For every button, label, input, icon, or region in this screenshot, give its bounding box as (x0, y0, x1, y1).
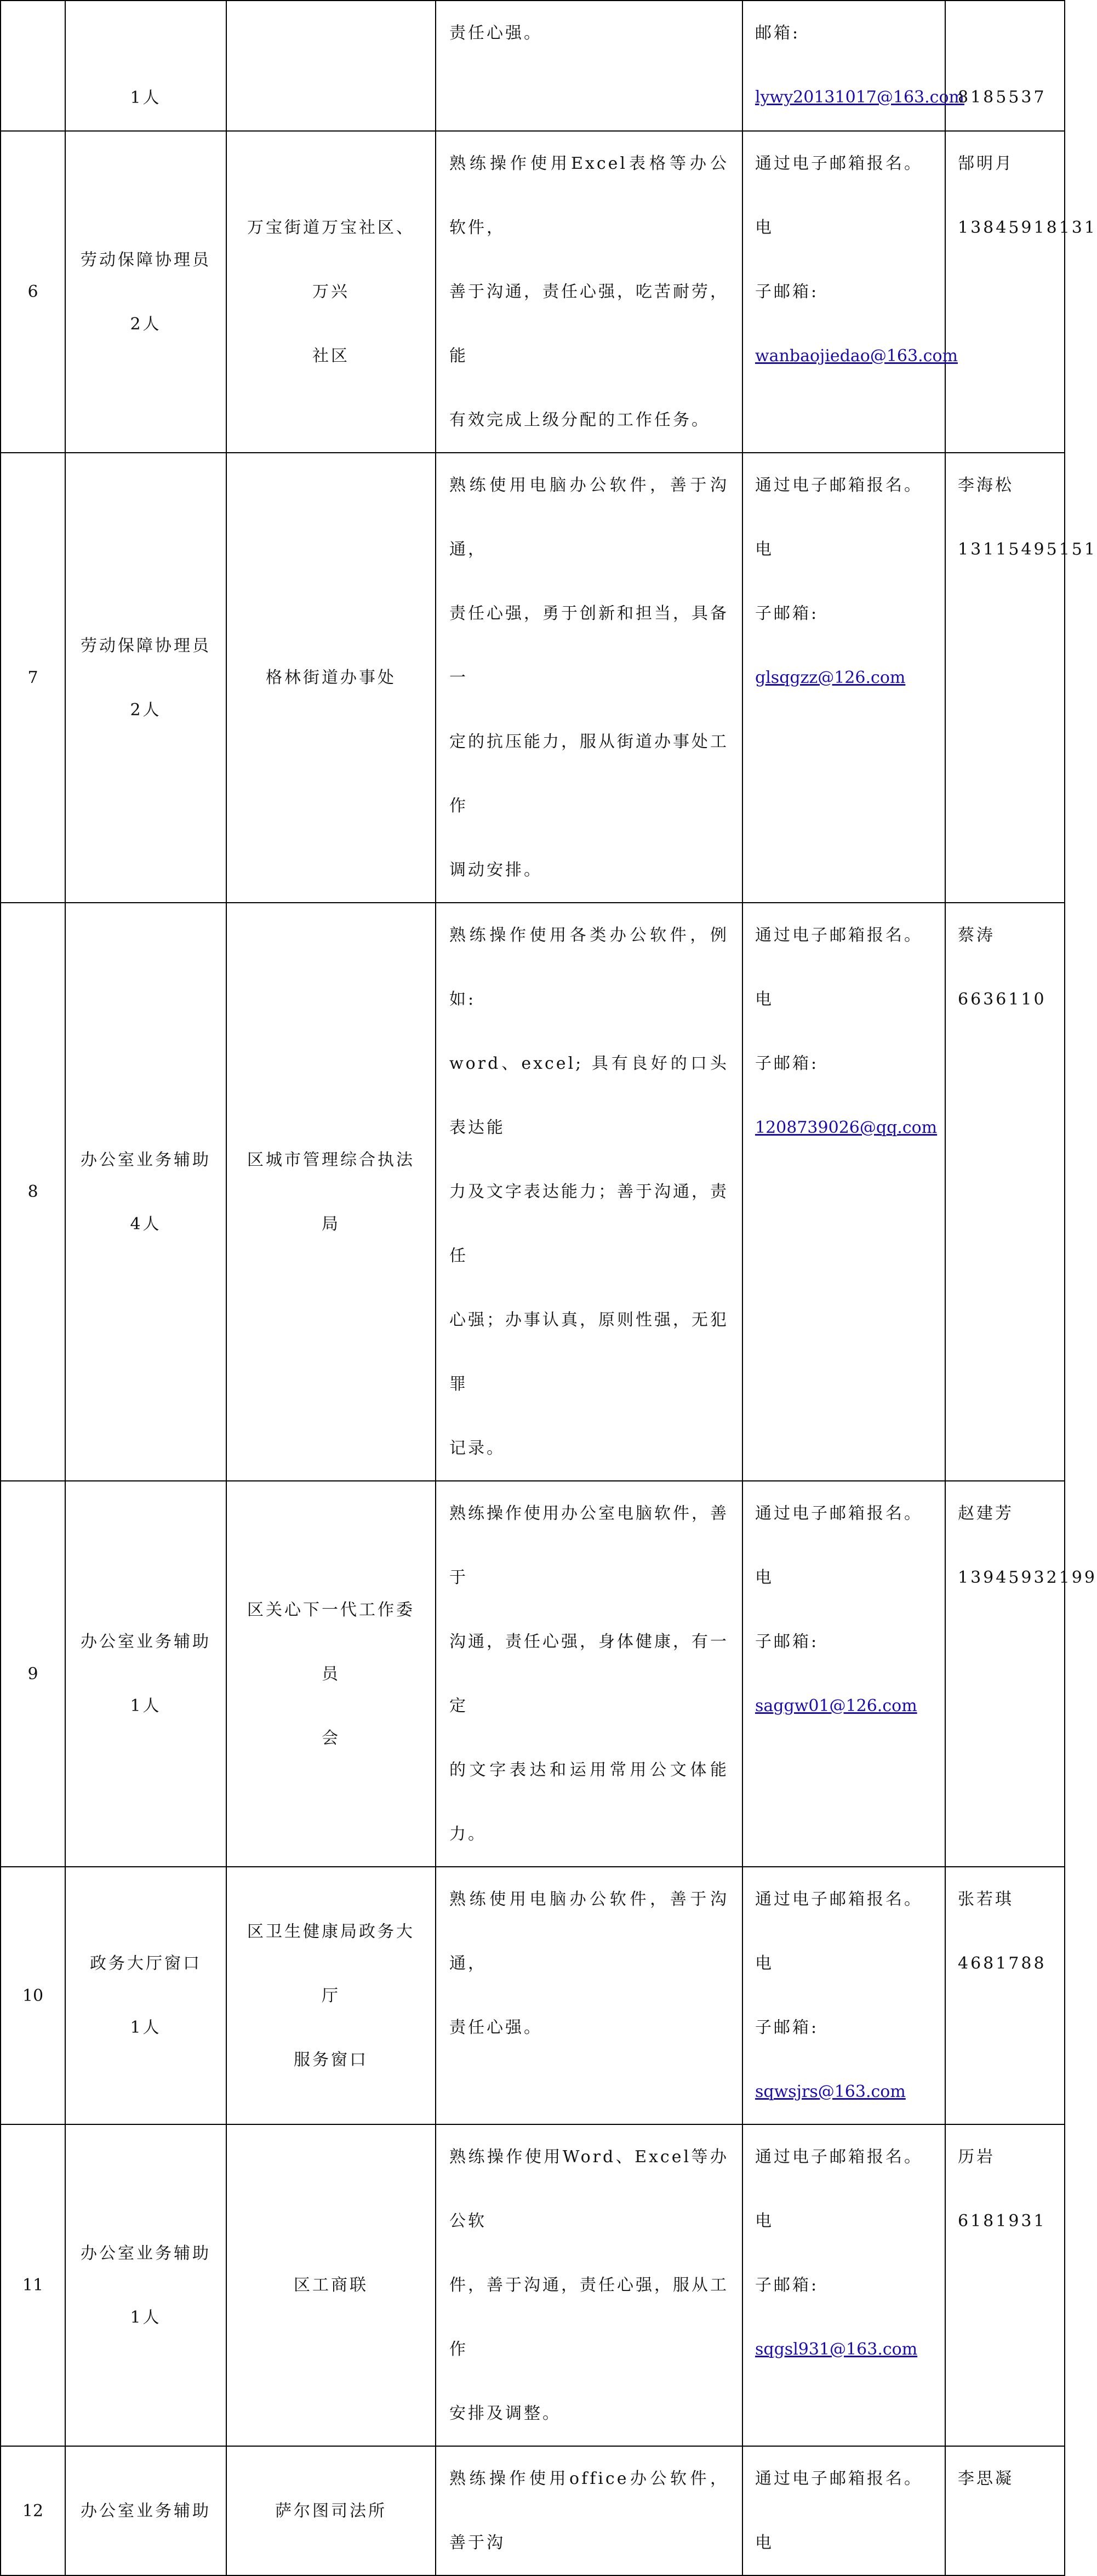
cell-line: 力及文字表达能力；善于沟通，责任 (449, 1182, 729, 1266)
row-number-cell (1, 453, 65, 903)
cell-line: 6636110 (958, 990, 1047, 1009)
email-link[interactable]: lywy20131017@163.com (755, 88, 964, 107)
email-link[interactable]: wanbaojiedao@163.com (755, 346, 958, 366)
contact-cell (945, 1481, 1097, 1867)
table-row (1, 2446, 1065, 2575)
table-row (1, 1481, 1065, 1867)
row-number-cell (1, 903, 65, 1481)
row-number-cell (1, 2446, 65, 2575)
cell-line: 万宝街道万宝社区、万兴 (247, 218, 415, 301)
signup-cell (742, 453, 945, 903)
row-number-cell (1, 1481, 65, 1867)
position-cell (65, 903, 226, 1481)
cell-line: 4681788 (958, 1954, 1047, 1973)
cell-line: 赵建芳 (958, 1504, 1014, 1523)
cell-line: 子邮箱: (755, 2276, 819, 2295)
row-number-cell (1, 1, 65, 131)
cell-line: 熟练使用电脑办公软件，善于沟通， (449, 476, 729, 559)
cell-line: 沟通，责任心强，身体健康，有一定 (449, 1632, 729, 1716)
cell-line: 区城市管理综合执法局 (247, 1150, 415, 1234)
email-link[interactable]: 1208739026@qq.com (755, 1118, 938, 1137)
cell-line: 区工商联 (294, 2276, 368, 2295)
position-cell (65, 2446, 226, 2575)
cell-line: 子邮箱: (755, 2018, 819, 2037)
row-number: 8 (27, 1182, 38, 1201)
cell-line: 通过电子邮箱报名。电 (755, 1890, 923, 1973)
cell-line: 区关心下一代工作委员 (247, 1600, 415, 1684)
table-row (1, 1867, 1065, 2124)
organization-cell (226, 903, 436, 1481)
cell-line: 子邮箱: (755, 604, 819, 623)
table-row (1, 2124, 1065, 2446)
email-link[interactable]: glsqgzz@126.com (755, 668, 906, 687)
cell-line: 通过电子邮箱报名。电 (755, 154, 923, 237)
contact-cell (945, 2124, 1065, 2446)
table-row (1, 903, 1065, 1481)
cell-line: 6181931 (958, 2212, 1047, 2231)
cell-line: 熟练操作使用office办公软件，善于沟 (449, 2469, 729, 2552)
table-row (1, 453, 1065, 903)
organization-cell (226, 1, 436, 131)
cell-line: 社区 (312, 346, 350, 366)
cell-line: 有效完成上级分配的工作任务。 (449, 411, 710, 430)
cell-line: 通过电子邮箱报名。电 (755, 2469, 923, 2552)
cell-line: 邮箱: (755, 24, 801, 43)
contact-cell (945, 2446, 1065, 2575)
organization-cell (226, 2124, 436, 2446)
email-link[interactable]: saggw01@126.com (755, 1696, 917, 1716)
cell-line: 蔡涛 (958, 926, 995, 945)
row-number: 12 (22, 2501, 44, 2521)
cell-line: 张若琪 (958, 1890, 1014, 1909)
contact-cell (945, 131, 1097, 453)
position-cell (65, 453, 226, 903)
requirements-cell (436, 1481, 742, 1867)
position-cell (65, 131, 226, 453)
cell-line: 责任心强。 (449, 2018, 542, 2037)
requirements-cell (436, 2446, 742, 2575)
cell-line: 2人 (130, 314, 162, 334)
cell-line: 历岩 (958, 2147, 995, 2167)
row-number-cell (1, 1867, 65, 2124)
cell-line: 熟练操作使用各类办公软件，例如: (449, 926, 729, 1009)
organization-cell (226, 2446, 436, 2575)
cell-line: 区卫生健康局政务大厅 (247, 1922, 415, 2005)
signup-cell (742, 2124, 945, 2446)
organization-cell (226, 1481, 436, 1867)
row-number-cell (1, 2124, 65, 2446)
row-number: 7 (27, 668, 38, 687)
cell-line: 萨尔图司法所 (275, 2501, 387, 2521)
table-row (1, 1, 1065, 131)
row-number-cell (1, 131, 65, 453)
cell-line: 调动安排。 (449, 860, 542, 880)
cell-line: 4人 (130, 1214, 162, 1234)
contact-cell (945, 1867, 1065, 2124)
position-cell (65, 1481, 226, 1867)
cell-line: 服务窗口 (294, 2050, 368, 2070)
position-cell (65, 1867, 226, 2124)
cell-line: 8185537 (958, 88, 1047, 107)
cell-line: 熟练操作使用Word、Excel等办公软 (449, 2147, 729, 2231)
requirements-cell (436, 1867, 742, 2124)
requirements-cell (436, 453, 742, 903)
cell-line: 13845918131 (958, 218, 1097, 237)
cell-line: 郜明月 (958, 154, 1014, 173)
organization-cell (226, 131, 436, 453)
cell-line: 13945932199 (958, 1568, 1097, 1587)
row-number: 9 (27, 1664, 38, 1684)
cell-line: 熟练操作使用办公室电脑软件，善于 (449, 1504, 729, 1587)
cell-line: 劳动保障协理员 (81, 250, 211, 270)
cell-line: 熟练使用电脑办公软件，善于沟通， (449, 1890, 729, 1973)
cell-line (66, 2, 226, 66)
cell-line: 的文字表达和运用常用公文体能力。 (449, 1760, 729, 1844)
row-number: 10 (22, 1986, 44, 2005)
cell-line: 定的抗压能力，服从街道办事处工作 (449, 732, 729, 816)
cell-line: 办公室业务辅助 (81, 2243, 211, 2263)
signup-cell (742, 2446, 945, 2575)
cell-line: 李海松 (958, 476, 1014, 495)
cell-line: 1人 (130, 2307, 162, 2327)
cell-line: 13115495151 (958, 540, 1097, 559)
cell-line: 心强；办事认真，原则性强，无犯罪 (449, 1310, 729, 1394)
cell-line: 子邮箱: (755, 1054, 819, 1073)
cell-line: word、excel; 具有良好的口头表达能 (449, 1054, 729, 1137)
contact-cell (945, 453, 1097, 903)
contact-cell (945, 1, 1065, 131)
signup-cell (742, 1867, 945, 2124)
cell-line: 责任心强。 (449, 24, 542, 43)
cell-line: 1人 (130, 2018, 162, 2037)
row-number: 11 (22, 2276, 44, 2295)
email-link[interactable]: sqwsjrs@163.com (755, 2082, 906, 2101)
signup-cell (742, 1481, 945, 1867)
signup-cell (742, 131, 958, 453)
cell-line: 子邮箱: (755, 282, 819, 301)
position-cell (65, 1, 226, 131)
cell-line: 责任心强，勇于创新和担当，具备一 (449, 604, 729, 687)
cell-line: 通过电子邮箱报名。电 (755, 2147, 923, 2231)
row-number: 6 (27, 282, 38, 301)
cell-line: 子邮箱: (755, 1632, 819, 1651)
contact-cell (945, 903, 1065, 1481)
cell-line: 办公室业务辅助 (81, 1632, 211, 1651)
cell-line: 通过电子邮箱报名。电 (755, 476, 923, 559)
requirements-cell (436, 131, 742, 453)
table-body (1, 1, 1097, 2575)
cell-line: 1人 (130, 1696, 162, 1716)
cell-line: 会 (322, 1728, 340, 1748)
cell-line: 格林街道办事处 (266, 668, 396, 687)
table-row (1, 131, 1065, 453)
email-link[interactable]: sqgsl931@163.com (755, 2340, 918, 2359)
position-cell (65, 2124, 226, 2446)
cell-line: 记录。 (449, 1439, 505, 1458)
organization-cell (226, 453, 436, 903)
cell-line: 办公室业务辅助 (81, 1150, 211, 1170)
cell-line: 善于沟通，责任心强，吃苦耐劳，能 (449, 282, 729, 366)
cell-line: 2人 (130, 700, 162, 720)
requirements-cell (436, 2124, 742, 2446)
cell-line: 办公室业务辅助 (81, 2501, 211, 2521)
requirements-cell (436, 903, 742, 1481)
requirements-cell (436, 1, 742, 131)
cell-line: 政务大厅窗口 (90, 1954, 202, 1973)
cell-line: 通过电子邮箱报名。电 (755, 926, 923, 1009)
cell-line: 劳动保障协理员 (81, 636, 211, 656)
organization-cell (226, 1867, 436, 2124)
signup-cell (742, 903, 945, 1481)
cell-line: 李思凝 (958, 2469, 1014, 2488)
signup-cell (742, 1, 964, 131)
cell-line: 安排及调整。 (449, 2404, 561, 2423)
cell-line: 熟练操作使用Excel表格等办公软件， (449, 154, 729, 237)
cell-line: 件，善于沟通，责任心强，服从工作 (449, 2276, 729, 2359)
cell-line (958, 1, 1052, 65)
cell-line: 通过电子邮箱报名。电 (755, 1504, 923, 1587)
cell-line: 1人 (130, 88, 162, 107)
